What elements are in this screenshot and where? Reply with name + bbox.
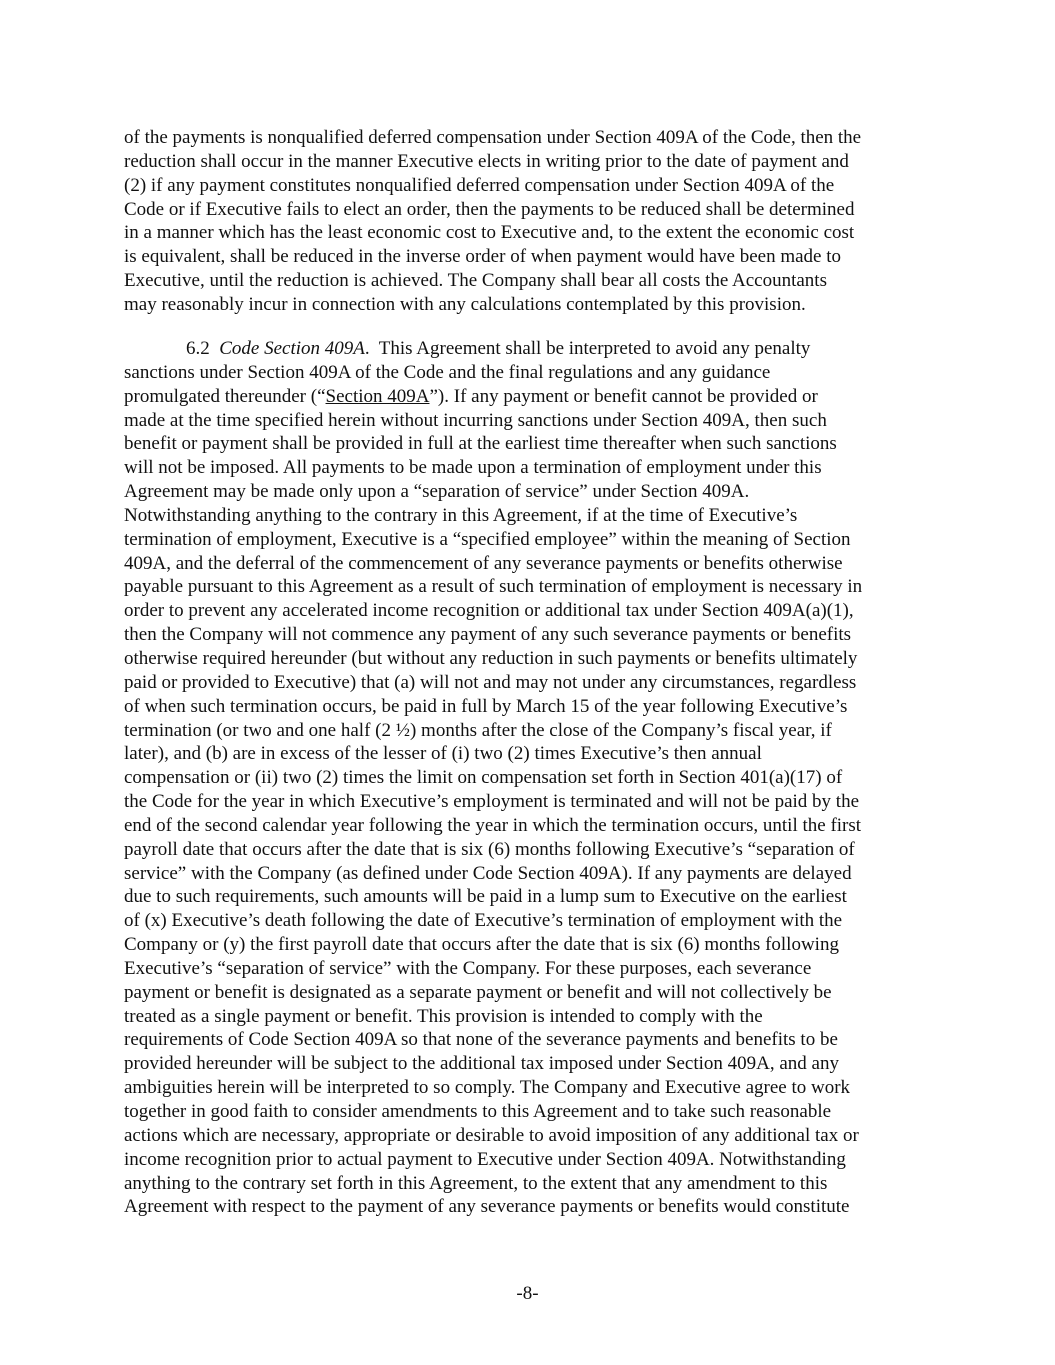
paragraph-line-text: promulgated thereunder (“ — [124, 385, 326, 407]
paragraph-line: made at the time specified herein without incurring sanctions under Section 409A, then such — [124, 409, 827, 431]
paragraph-line: provided hereunder will be subject to the additional tax imposed under Section 409A, and any — [124, 1053, 839, 1075]
paragraph-line: Agreement with respect to the payment of any severance payments or benefits would constitute — [124, 1196, 850, 1218]
section-body-lines — [124, 409, 936, 1220]
paragraph-line: 409A, and the deferral of the commencement of any severance payments or benefits otherwise — [124, 552, 843, 574]
section-title: Code Section 409A — [219, 338, 365, 359]
paragraph-line: may reasonably incur in connection with any calculations contemplated by this provision. — [124, 293, 806, 315]
paragraph-line: (2) if any payment constitutes nonqualified deferred compensation under Section 409A of the — [124, 174, 835, 196]
paragraph-line: payment or benefit is designated as a separate payment or benefit and will not collectively be — [124, 981, 832, 1003]
paragraph-line: is equivalent, shall be reduced in the inverse order of when payment would have been made to — [124, 246, 842, 268]
paragraph-line: Notwithstanding anything to the contrary in this Agreement, if at the time of Executive’s — [124, 504, 798, 526]
paragraph-line: requirements of Code Section 409A so that none of the severance payments and benefits to be — [124, 1029, 838, 1051]
paragraph-line: in a manner which has the least economic cost to Executive and, to the extent the economic cost — [124, 222, 855, 244]
paragraph-line: of (x) Executive’s death following the date of Executive’s termination of employment with the — [124, 910, 843, 932]
paragraph-line: of the payments is nonqualified deferred compensation under Section 409A of the Code, then the — [124, 127, 862, 148]
paragraph-line: ambiguities herein will be interpreted to so comply. The Company and Executive agree to work — [124, 1077, 851, 1099]
paragraph-line: income recognition prior to actual payment to Executive under Section 409A. Notwithstanding — [124, 1148, 846, 1170]
paragraph-line: anything to the contrary set forth in this Agreement, to the extent that any amendment to this — [124, 1172, 828, 1194]
paragraph-line — [124, 385, 936, 409]
paragraph-line: will not be imposed. All payments to be made upon a termination of employment under this — [124, 457, 822, 479]
page-number: -8- — [516, 1283, 539, 1304]
section-heading-line — [124, 337, 936, 361]
paragraph-line: the Code for the year in which Executive’s employment is terminated and will not be paid by the — [124, 791, 859, 813]
paragraph-line: due to such requirements, such amounts will be paid in a lump sum to Executive on the earliest — [124, 886, 847, 908]
section-6-2-paragraph — [124, 337, 936, 1219]
paragraph-line: sanctions under Section 409A of the Code and the final regulations and any guidance — [124, 361, 771, 383]
paragraph-line: then the Company will not commence any payment of any such severance payments or benefits — [124, 624, 852, 646]
paragraph-line: payroll date that occurs after the date that is six (6) months following Executive’s “separation of — [124, 838, 855, 860]
paragraph-line: of when such termination occurs, be paid in full by March 15 of the year following Executive’s — [124, 695, 848, 717]
paragraph-line: termination (or two and one half (2 ½) months after the close of the Company’s fiscal year, if — [124, 719, 832, 741]
paragraph-line: payable pursuant to this Agreement as a result of such termination of employment is necessary in — [124, 576, 863, 598]
paragraph-line: otherwise required hereunder (but without any reduction in such payments or benefits ultimately — [124, 647, 858, 669]
paragraph-line: order to prevent any accelerated income recognition or additional tax under Section 409A(a)(1), — [124, 600, 854, 622]
paragraph-line: together in good faith to consider amendments to this Agreement and to take such reasonable — [124, 1101, 832, 1122]
paragraph-line: actions which are necessary, appropriate or desirable to avoid imposition of any additional tax or — [124, 1124, 859, 1146]
paragraph-line: Executive, until the reduction is achieved. The Company shall bear all costs the Accountants — [124, 270, 827, 292]
paragraph-line: termination of employment, Executive is a “specified employee” within the meaning of Section — [124, 528, 851, 550]
paragraph-line: treated as a single payment or benefit. This provision is intended to comply with the — [124, 1005, 763, 1027]
section-title-period: . — [364, 338, 370, 359]
paragraph-line: Company or (y) the first payroll date that occurs after the date that is six (6) months following — [124, 934, 839, 956]
section-number: 6.2 — [186, 338, 210, 359]
paragraph-line: Executive’s “separation of service” with the Company. For these purposes, each severance — [124, 957, 812, 979]
paragraph-line: service” with the Company (as defined under Code Section 409A). If any payments are delayed — [124, 862, 852, 884]
paragraph-line: reduction shall occur in the manner Executive elects in writing prior to the date of payment and — [124, 150, 849, 172]
paragraph-line: Code or if Executive fails to elect an order, then the payments to be reduced shall be determined — [124, 198, 855, 220]
paragraph-line-text: This Agreement shall be interpreted to avoid any penalty — [369, 338, 811, 359]
paragraph-line: end of the second calendar year following the year in which the termination occurs, until the first — [124, 814, 862, 836]
paragraph-line: later), and (b) are in excess of the lesser of (i) two (2) times Executive’s then annual — [124, 743, 762, 765]
paragraph-line-text: ”). If any payment or benefit cannot be provided or — [429, 385, 818, 407]
defined-term: Section 409A — [325, 385, 430, 407]
paragraph-line: benefit or payment shall be provided in full at the earliest time thereafter when such sanctions — [124, 433, 837, 455]
paragraph-line: Agreement may be made only upon a “separation of service” under Section 409A. — [124, 481, 750, 503]
paragraph-continuation — [124, 126, 936, 317]
paragraph-line: compensation or (ii) two (2) times the limit on compensation set forth in Section 401(a)(17) of — [124, 767, 843, 789]
paragraph-line: paid or provided to Executive) that (a) will not and may not under any circumstances, regardless — [124, 671, 857, 693]
